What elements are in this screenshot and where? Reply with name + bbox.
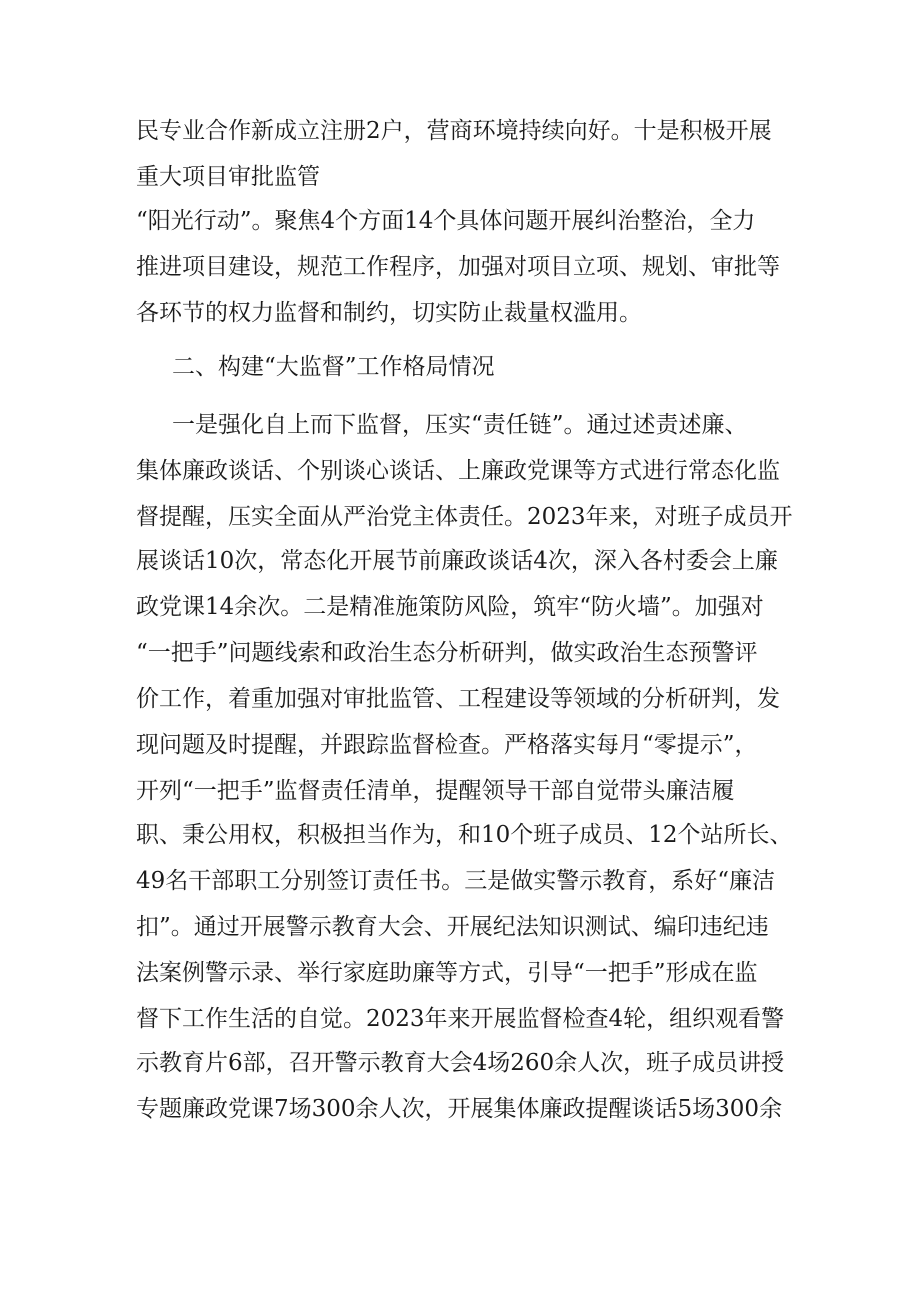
body-text-line: 各环节的权力监督和制约，切实防止裁量权滥用。 <box>136 300 642 326</box>
body-text-line: 民专业合作新成立注册2户，营商环境持续向好。十是积极开展 <box>136 118 772 144</box>
body-text-line: 专题廉政党课7场300余人次，开展集体廉政提醒谈话5场300余 <box>136 1096 783 1122</box>
body-text-line: 重大项目审批监管 <box>136 164 320 190</box>
body-text-line: 政党课14余次。二是精准施策防风险，筑牢“防火墙”。加强对 <box>136 594 764 620</box>
body-text-line: 扣”。通过开展警示教育大会、开展纪法知识测试、编印违纪违 <box>136 914 769 940</box>
body-text-line: 49名干部职工分别签订责任书。三是做实警示教育，系好“廉洁 <box>136 868 776 894</box>
body-text-line: 职、秉公用权，积极担当作为，和10个班子成员、12个站所长、 <box>136 822 793 848</box>
body-text-line: 法案例警示录、举行家庭助廉等方式，引导“一把手”形成在监 <box>136 960 758 986</box>
body-text-line: “一把手”问题线索和政治生态分析研判，做实政治生态预警评 <box>136 640 758 666</box>
body-text-line: “阳光行动”。聚焦4个方面14个具体问题开展纠治整治，全力 <box>136 208 756 234</box>
body-text-line: 展谈话10次，常态化开展节前廉政谈话4次，深入各村委会上廉 <box>136 548 778 574</box>
body-text-line: 开列“一把手”监督责任清单，提醒领导干部自觉带头廉洁履 <box>136 778 735 804</box>
section-heading: 二、构建“大监督”工作格局情况 <box>172 354 495 380</box>
body-text-line: 示教育片6部，召开警示教育大会4场260余人次，班子成员讲授 <box>136 1050 785 1076</box>
body-text-line: 一是强化自上而下监督，压实“责任链”。通过述责述廉、 <box>172 412 748 438</box>
body-text-line: 现问题及时提醒，并跟踪监督检查。严格落实每月“零提示”， <box>136 732 758 758</box>
body-text-line: 集体廉政谈话、个别谈心谈话、上廉政党课等方式进行常态化监 <box>136 458 780 484</box>
body-text-line: 督下工作生活的自觉。2023年来开展监督检查4轮，组织观看警 <box>136 1006 785 1032</box>
body-text-line: 价工作，着重加强对审批监管、工程建设等领域的分析研判，发 <box>136 686 780 712</box>
body-text-line: 推进项目建设，规范工作程序，加强对项目立项、规划、审批等 <box>136 254 780 280</box>
body-text-line: 督提醒，压实全面从严治党主体责任。2023年来，对班子成员开 <box>136 504 793 530</box>
